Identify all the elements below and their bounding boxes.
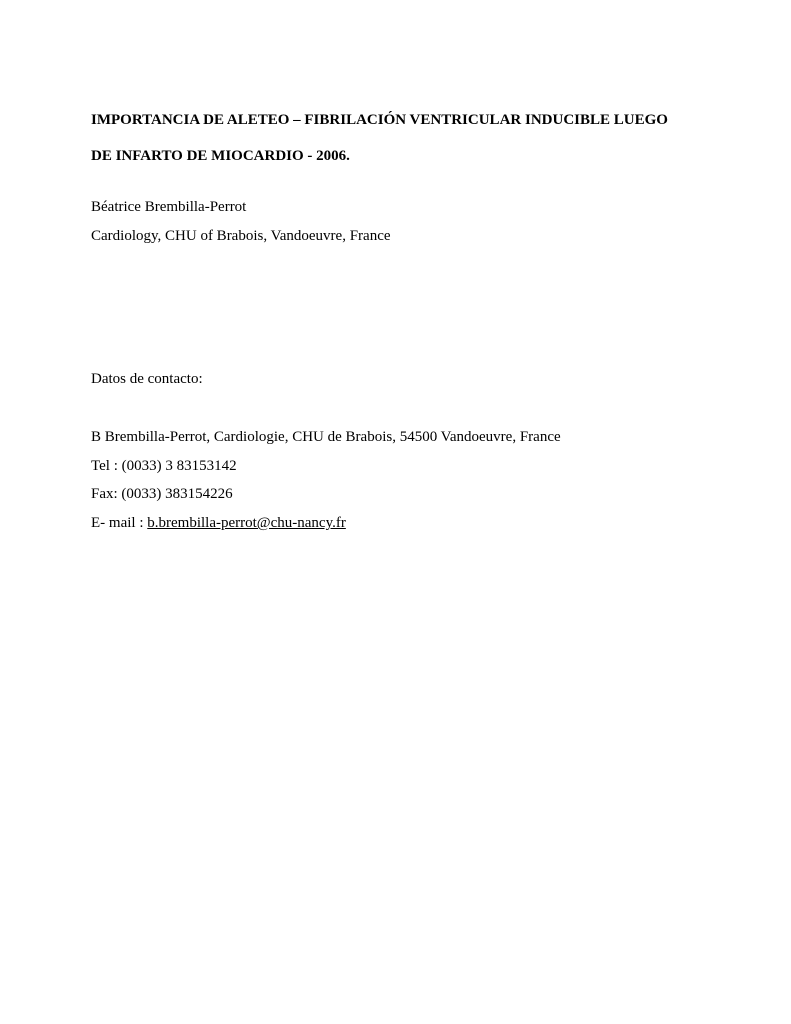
contact-heading: Datos de contacto:	[91, 371, 203, 387]
contact-address: B Brembilla-Perrot, Cardiologie, CHU de Brabois, 54500 Vandoeuvre, France	[91, 429, 561, 445]
email-link[interactable]: b.brembilla-perrot@chu-nancy.fr	[147, 515, 346, 531]
title-line-2: DE INFARTO DE MIOCARDIO - 2006.	[91, 148, 350, 164]
title-line-1: IMPORTANCIA DE ALETEO – FIBRILACIÓN VENTRICULAR INDUCIBLE LUEGO	[91, 112, 668, 128]
contact-tel: Tel : (0033) 3 83153142	[91, 458, 237, 474]
contact-email-row	[91, 514, 346, 532]
email-label: E- mail :	[91, 515, 148, 531]
author-name: Béatrice Brembilla-Perrot	[91, 199, 247, 215]
author-affiliation: Cardiology, CHU of Brabois, Vandoeuvre, France	[91, 228, 391, 244]
contact-fax: Fax: (0033) 383154226	[91, 486, 233, 502]
